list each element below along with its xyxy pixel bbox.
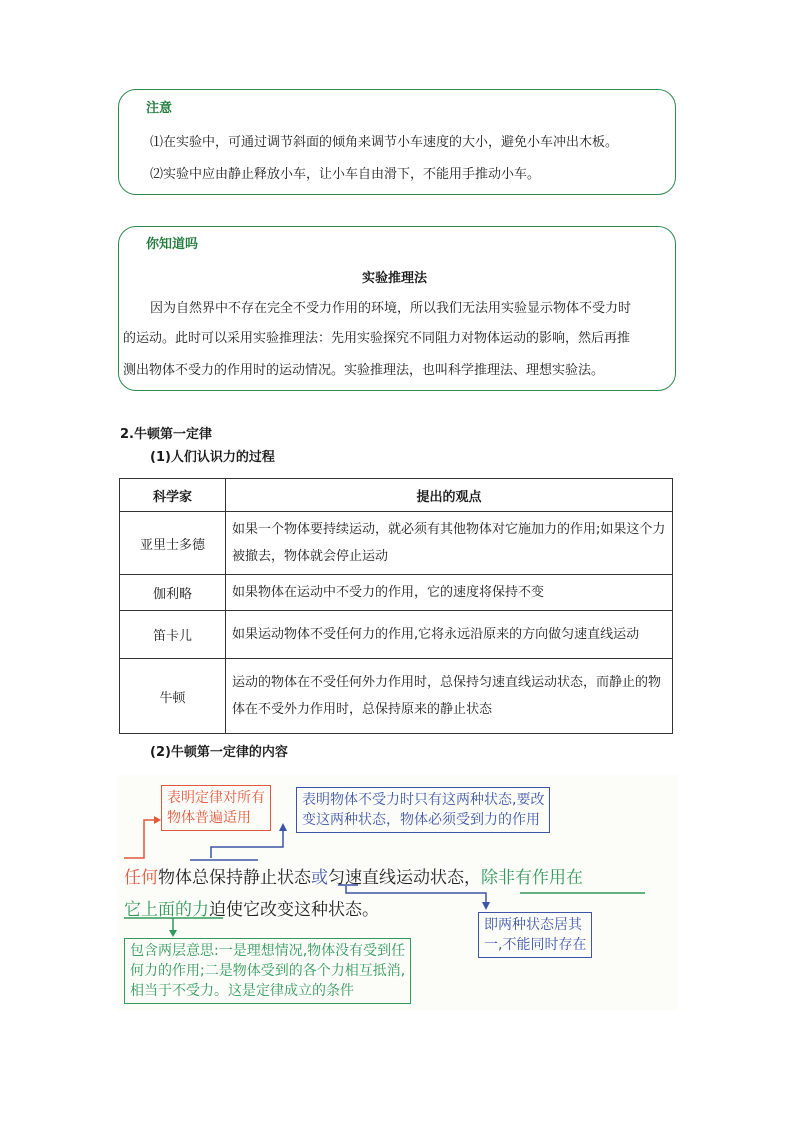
note-line-1: ⑴在实验中，可通过调节斜面的倾角来调节小车速度的大小，避免小车冲出木板。	[150, 135, 619, 150]
section-title: 2.牛顿第一定律	[120, 427, 212, 442]
word-keep: 保持	[209, 868, 243, 888]
section-sub1: (1)人们认识力的过程	[150, 450, 275, 465]
know-heading: 实验推理法	[362, 271, 428, 286]
tag-two-states-line-1: 表明物体不受力时只有这两种状态,要改	[302, 792, 545, 808]
scientist-cell: 亚里士多德	[120, 512, 226, 575]
table-row	[120, 512, 673, 575]
word-change: 迫使它改变这种状态。	[209, 900, 379, 920]
scientist-cell: 牛顿	[120, 659, 226, 734]
scientist-cell: 笛卡儿	[120, 611, 226, 659]
word-uniform: 匀速直线运动状态，	[328, 868, 481, 888]
note-line-2: ⑵实验中应由静止释放小车，让小车自由滑下，不能用手推动小车。	[150, 167, 541, 182]
law-diagram	[118, 775, 678, 1010]
section-sub2: (2)牛顿第一定律的内容	[150, 745, 288, 760]
tag-either-line-2: 一,不能同时存在	[484, 937, 587, 953]
view-cell: 运动的物体在不受任何外力作用时，总保持匀速直线运动状态，而静止的物体在不受外力作用时，总保持原来的静止状态	[226, 659, 673, 734]
word-force: 它上面的力	[124, 900, 209, 920]
header-view: 提出的观点	[226, 479, 673, 512]
tag-condition-line-3: 相当于不受力。这是定律成立的条件	[130, 983, 354, 999]
table-header-row	[120, 479, 673, 512]
tag-condition	[124, 938, 411, 1004]
tag-either	[478, 912, 592, 958]
tag-condition-line-2: 何力的作用;二是物体受到的各个力相互抵消,	[130, 963, 406, 979]
know-title: 你知道吗	[146, 237, 199, 252]
word-object: 物体总	[158, 868, 209, 888]
word-or: 或	[311, 868, 328, 888]
tag-universal	[161, 785, 271, 831]
table-row	[120, 659, 673, 734]
tag-two-states	[296, 787, 550, 833]
scientists-table	[119, 478, 673, 734]
view-cell: 如果运动物体不受任何力的作用,它将永远沿原来的方向做匀速直线运动	[226, 611, 673, 659]
view-cell: 如果物体在运动中不受力的作用，它的速度将保持不变	[226, 575, 673, 611]
scientist-cell: 伽利略	[120, 575, 226, 611]
know-line-2: 的运动。此时可以采用实验推理法：先用实验探究不同阻力对物体运动的影响，然后再推	[123, 331, 631, 346]
header-scientist: 科学家	[120, 479, 226, 512]
tag-either-line-1: 即两种状态居其	[484, 917, 582, 933]
word-unless: 除非有作用在	[481, 868, 583, 888]
word-rest: 静止状态	[243, 868, 311, 888]
law-statement-line-2	[124, 895, 379, 920]
tag-universal-line-1: 表明定律对所有	[167, 790, 265, 806]
tag-universal-line-2: 物体普遍适用	[167, 810, 251, 826]
word-any: 任何	[124, 868, 158, 888]
view-cell: 如果一个物体要持续运动，就必须有其他物体对它施加力的作用;如果这个力被撤去，物体就会停止运动	[226, 512, 673, 575]
know-line-1: 因为自然界中不存在完全不受力作用的环境，所以我们无法用实验显示物体不受力时	[150, 301, 632, 316]
tag-condition-line-1: 包含两层意思:一是理想情况,物体没有受到任	[130, 943, 406, 959]
tag-two-states-line-2: 变这两种状态，物体必须受到力的作用	[302, 812, 540, 828]
table-row	[120, 575, 673, 611]
table-row	[120, 611, 673, 659]
note-title: 注意	[146, 101, 173, 116]
law-statement-line-1	[124, 863, 583, 888]
know-line-3: 测出物体不受力的作用时的运动情况。实验推理法，也叫科学推理法、理想实验法。	[123, 363, 605, 378]
